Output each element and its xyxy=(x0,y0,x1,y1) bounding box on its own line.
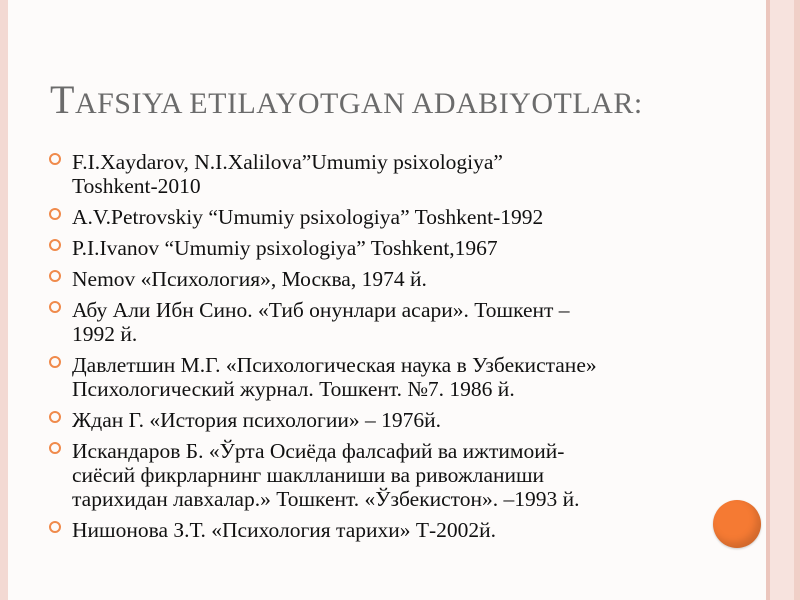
reference-line: A.V.Petrovskiy “Umumiy psixologiya” Toshkent-1992 xyxy=(72,205,544,229)
circle-bullet-icon xyxy=(49,239,61,251)
circle-bullet-icon xyxy=(49,208,61,220)
reference-line: тарихидан лавхалар.» Тошкент. «Ўзбекистон». –1993 й. xyxy=(72,487,580,511)
slide-right-border-line xyxy=(766,0,770,600)
reference-item xyxy=(46,267,706,291)
circle-bullet-icon xyxy=(49,153,61,165)
reference-item xyxy=(46,408,706,432)
reference-line: Toshkent-2010 xyxy=(72,174,201,198)
reference-item xyxy=(46,298,706,346)
slide-right-edge xyxy=(794,0,800,600)
title-rest: AFSIYA ETILAYOTGAN ADABIYOTLAR: xyxy=(74,87,643,120)
reference-item xyxy=(46,518,706,542)
title-initial: T xyxy=(50,77,75,122)
reference-line: Ждан Г. «История психологии» – 1976й. xyxy=(72,408,441,432)
reference-line: Nemov «Психология», Москва, 1974 й. xyxy=(72,267,427,291)
reference-item xyxy=(46,205,706,229)
reference-item xyxy=(46,150,706,198)
circle-bullet-icon xyxy=(49,442,61,454)
slide-left-border xyxy=(0,0,8,600)
reference-item xyxy=(46,353,706,401)
reference-item xyxy=(46,236,706,260)
reference-line: F.I.Xaydarov, N.I.Xalilova”Umumiy psixologiya” xyxy=(72,150,503,174)
circle-bullet-icon xyxy=(49,521,61,533)
circle-bullet-icon xyxy=(49,301,61,313)
reference-line: Нишонова З.Т. «Психология тарихи» Т-2002й. xyxy=(72,518,497,542)
reference-line: P.I.Ivanov “Umumiy psixologiya” Toshkent,1967 xyxy=(72,236,498,260)
reference-line: 1992 й. xyxy=(72,322,138,346)
circle-bullet-icon xyxy=(49,356,61,368)
reference-line: сиёсий фикрларнинг шаклланиши ва ривожланиши xyxy=(72,463,545,487)
reference-line: Психологический журнал. Тошкент. №7. 1986 й. xyxy=(72,377,515,401)
reference-line: Давлетшин М.Г. «Психологическая наука в Узбекистане» xyxy=(72,353,597,377)
reference-list xyxy=(46,150,706,549)
decorative-orange-circle xyxy=(713,500,761,548)
reference-item xyxy=(46,439,706,511)
circle-bullet-icon xyxy=(49,411,61,423)
circle-bullet-icon xyxy=(49,270,61,282)
reference-line: Абу Али Ибн Сино. «Тиб онунлари асари». Тошкент – xyxy=(72,298,570,322)
slide-title xyxy=(50,78,750,122)
reference-line: Искандаров Б. «Ўрта Осиёда фалсафий ва ижтимоий- xyxy=(72,439,565,463)
